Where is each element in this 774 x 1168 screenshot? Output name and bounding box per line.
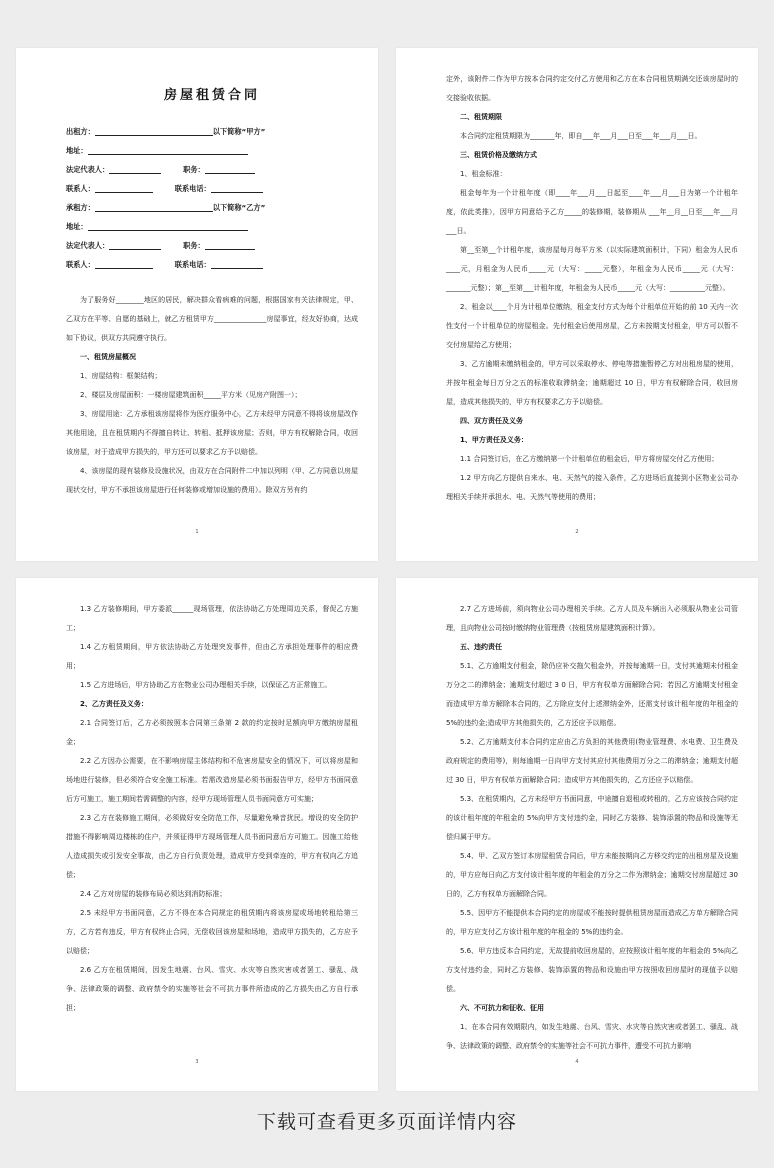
paragraph: 3、乙方逾期未缴纳租金的，甲方可以采取停水、停电等措施暂停乙方对出租房屋的使用，并按年租金每日万分之五的标准收取滞纳金；逾期超过 10 日，甲方有权解除合同，收回房屋，造成其他损失的，甲方有权要求乙方予以赔偿。: [446, 360, 738, 406]
section-heading: 一、租赁房屋概况: [80, 353, 136, 361]
page-1-content: [66, 48, 358, 500]
paragraph: 第__至第__个计租年度，该房屋每月每平方米（以实际建筑面积计，下同）租金为人民币____元，月租金为人民币_____元（大写：_____元整），年租金为人民币_____元（大写：_______元整）；第__至第___计租年度，年租金为人民币_____元（大写：__________元整）。: [446, 246, 738, 292]
section-heading: 四、双方责任及义务: [460, 417, 523, 425]
paragraph: 1.1 合同签订后，在乙方缴纳第一个计租单位的租金后，甲方将房屋交付乙方使用；: [460, 455, 719, 463]
document-page-4: [396, 578, 758, 1091]
field-blank: [109, 166, 161, 174]
field-suffix: 以下简称“甲方”: [212, 127, 266, 136]
paragraph: 5.6、甲方违反本合同约定，无故提前收回房屋的，应按照该计租年度的年租金的 5%向乙方支付违约金，同时乙方装修、装饰添置的物品和设施由甲方按照收回房屋时的现值予以赔偿。: [446, 947, 738, 993]
lessor-contact-field: [66, 184, 358, 193]
section-heading: 六、不可抗力和征收、征用: [460, 1004, 544, 1012]
paragraph: 2.6 乙方在租赁期间，因发生地震、台风、雪灾、水灾等自然灾害或者罢工、骚乱、战争、法律政策的调整、政府禁令的实施等社会不可抗力事件所造成的乙方损失由乙方自行承担；: [66, 966, 358, 1012]
field-blank: [95, 204, 213, 212]
field-label: 联系电话：: [174, 260, 211, 269]
paragraph: 1、房屋结构：框架结构；: [80, 372, 162, 380]
paragraph: 1.4 乙方租赁期间，甲方依法协助乙方处理突发事件，但由乙方承担处理事件的相应费用；: [66, 643, 358, 670]
document-page-1: [16, 48, 378, 561]
paragraph: 租金每年为一个计租年度（即____年___月___日起至____年___月___日为第一个计租年度，依此类推），因甲方同意给予乙方_____的装修期，装修期从 ___年__月__日至___年___月___日。: [446, 189, 738, 235]
paragraph: 3、房屋用途：乙方承租该房屋将作为医疗服务中心，乙方未经甲方同意不得将该房屋改作其他用途，且在租赁期内不得擅自转让、转租、抵押该房屋；否则，甲方有权解除合同，收回该房屋，对于造成甲方损失的，甲方还可以要求乙方予以赔偿。: [66, 410, 358, 456]
lessee-field: [66, 203, 358, 212]
field-blank: [205, 242, 255, 250]
field-suffix: 以下简称“乙方”: [212, 203, 266, 212]
field-label: 联系人：: [66, 260, 95, 269]
paragraph: 本合同约定租赁期限为_______年，即自___年___月___日至___年___月___日。: [460, 132, 702, 140]
paragraph: 2、楼层及房屋面积：一楼房屋建筑面积_____平方米（见房产附图一）；: [80, 391, 302, 399]
page-number: 2: [575, 529, 579, 535]
paragraph: 2.2 乙方因办公需要，在不影响房屋主体结构和不危害房屋安全的情况下，可以将房屋和场地进行装修，但必须符合安全施工标准。若需改造房屋必须书面报告甲方，经甲方书面同意后方可施工，施工期间若需调整的内容，经甲方现场管理人员书面同意方可实施；: [66, 757, 358, 803]
paragraph: 定外，该附件二作为甲方按本合同约定交付乙方使用和乙方在本合同租赁期满交还该房屋时的交接验收依据。: [446, 75, 738, 102]
page-2-content: [446, 48, 738, 507]
page-1-body: [66, 291, 358, 500]
section-heading: 五、违约责任: [460, 643, 502, 651]
section-heading: 1、甲方责任及义务：: [460, 436, 528, 444]
paragraph: 4、该房屋的现有装修及设施状况，由双方在合同附件二中加以列明（甲、乙方同意以房屋现状交付，甲方不承担该房屋进行任何装修或增加设施的费用）。除双方另有约: [66, 467, 358, 494]
lessee-address-field: [66, 222, 358, 231]
field-label: 法定代表人：: [66, 241, 110, 250]
lessee-contact-field: [66, 260, 358, 269]
field-label: 地址：: [66, 146, 88, 155]
field-label: 职务：: [183, 165, 205, 174]
paragraph: 1、在本合同有效期限内，如发生地震、台风、雪灾、水灾等自然灾害或者罢工、骚乱、战争、法律政策的调整、政府禁令的实施等社会不可抗力事件，遭受不可抗力影响: [446, 1023, 738, 1050]
document-page-2: [396, 48, 758, 561]
page-4-content: [446, 578, 738, 1056]
document-page-3: [16, 578, 378, 1091]
lessor-address-field: [66, 146, 358, 155]
field-blank: [95, 128, 213, 136]
paragraph: 为了服务好________地区的居民，解决群众看病难的问题，根据国家有关法律规定，甲、乙双方在平等、自愿的基础上，就乙方租赁甲方_______________房屋事宜，经友好协商，达成如下协议，供双方共同遵守执行。: [66, 296, 358, 342]
field-blank: [88, 147, 248, 155]
paragraph: 2.7 乙方进场前，须向物业公司办理相关手续。乙方人员及车辆出入必须服从物业公司管理，且向物业公司按时缴纳物业管理费（按租赁房屋建筑面积计算）。: [446, 605, 738, 632]
field-label: 职务：: [183, 241, 205, 250]
field-blank: [211, 185, 263, 193]
page-number: 1: [195, 529, 199, 535]
field-blank: [95, 185, 153, 193]
paragraph: 5.2、乙方逾期支付本合同约定应由乙方负担的其他费用(物业管理费、水电费、卫生费及政府规定的费用等)，则每逾期一日向甲方支付其应付其他费用万分之二的滞纳金；逾期支付超过 30 日，甲方有权单方面解除合同；造成甲方其他损失的，乙方还应予以赔偿。: [446, 738, 738, 784]
paragraph: 2、租金以____个月为计租单位缴纳，租金支付方式为每个计租单位开始的前 10 天内一次性支付一个计租单位的房屋租金。先付租金后使用房屋，乙方未按期支付租金，甲方可以暂不交付房屋给乙方使用；: [446, 303, 738, 349]
field-blank: [95, 261, 153, 269]
lessor-field: [66, 127, 358, 136]
section-heading: 三、租赁价格及缴纳方式: [460, 151, 537, 159]
paragraph: 2.5 未经甲方书面同意，乙方不得在本合同规定的租赁期内将该房屋或场地转租给第三方，乙方若有违反，甲方有权终止合同，无偿收回该房屋和场地，造成甲方损失的，乙方应予以赔偿；: [66, 909, 358, 955]
paragraph: 2.3 乙方在装修施工期间，必须做好安全防范工作，尽量避免噪音扰民。增设的安全防护措施不得影响周边楼栋的住户，并须征得甲方现场管理人员书面同意后方可施工。因施工给他人造成损失或引发安全事故，由乙方自行负责处理，造成甲方受到牵连的，甲方有权向乙方追偿；: [66, 814, 358, 879]
page-title: 房屋租赁合同: [163, 88, 260, 103]
page-number: 4: [575, 1059, 579, 1065]
paragraph: 5.4、甲、乙双方签订本房屋租赁合同后，甲方未能按期向乙方移交约定的出租房屋及设施的，甲方应每日向乙方支付该计租年度的年租金的万分之二作为滞纳金；逾期交付房屋超过 30 日的，乙方有权单方面解除合同。: [446, 852, 738, 898]
lessee-rep-field: [66, 241, 358, 250]
paragraph: 1.2 甲方向乙方提供自来水、电、天然气的接入条件，乙方进场后直接到小区物业公司办理相关手续并承担水、电、天然气等使用的费用；: [446, 474, 738, 501]
field-blank: [88, 223, 248, 231]
paragraph: 1、租金标准：: [460, 170, 507, 178]
field-blank: [205, 166, 255, 174]
page-3-content: [66, 578, 358, 1018]
field-label: 地址：: [66, 222, 88, 231]
field-label: 法定代表人：: [66, 165, 110, 174]
field-label: 承租方：: [66, 203, 95, 212]
paragraph: 1.3 乙方装修期间，甲方委派______现场管理，依法协助乙方处理周边关系，督促乙方施工；: [66, 605, 358, 632]
paragraph: 1.5 乙方进场后，甲方协助乙方在物业公司办理相关手续，以保证乙方正常施工。: [80, 681, 332, 689]
lessor-rep-field: [66, 165, 358, 174]
paragraph: 5.5、因甲方不能提供本合同约定的房屋或不能按时提供租赁房屋而造成乙方单方解除合同的，甲方应支付乙方该计租年度的年租金的 5%的违约金。: [446, 909, 738, 936]
page-number: 3: [195, 1059, 199, 1065]
field-blank: [109, 242, 161, 250]
field-label: 出租方：: [66, 127, 95, 136]
field-label: 联系人：: [66, 184, 95, 193]
paragraph: 2.4 乙方对房屋的装修布局必须达到消防标准；: [80, 890, 227, 898]
paragraph: 2.1 合同签订后，乙方必须按照本合同第三条第 2 款的约定按时足额向甲方缴纳房屋租金；: [66, 719, 358, 746]
field-blank: [211, 261, 263, 269]
field-label: 联系电话：: [174, 184, 211, 193]
download-more-caption[interactable]: 下载可查看更多页面详情内容: [256, 1111, 517, 1133]
section-heading: 二、租赁期限: [460, 113, 502, 121]
paragraph: 5.3、在租赁期内，乙方未经甲方书面同意，中途擅自退租或转租的，乙方应该按合同约定的该计租年度的年租金的 5%向甲方支付违约金，同时乙方装修、装饰添置的物品和设施等无偿归属于甲方。: [446, 795, 738, 841]
paragraph: 5.1、乙方逾期支付租金，除仍应补交拖欠租金外，并按每逾期一日，支付其逾期未付租金万分之二的滞纳金；逾期支付超过 3 0 日，甲方有权单方面解除合同；若因乙方逾期支付租金而造成甲方单方解除本合同的，乙方除应支付上述滞纳金外，还需支付该计租年度的年租金的 5%的违约金;造成甲方其他损失的，乙方还应予以赔偿。: [446, 662, 738, 727]
section-heading: 2、乙方责任及义务：: [80, 700, 148, 708]
